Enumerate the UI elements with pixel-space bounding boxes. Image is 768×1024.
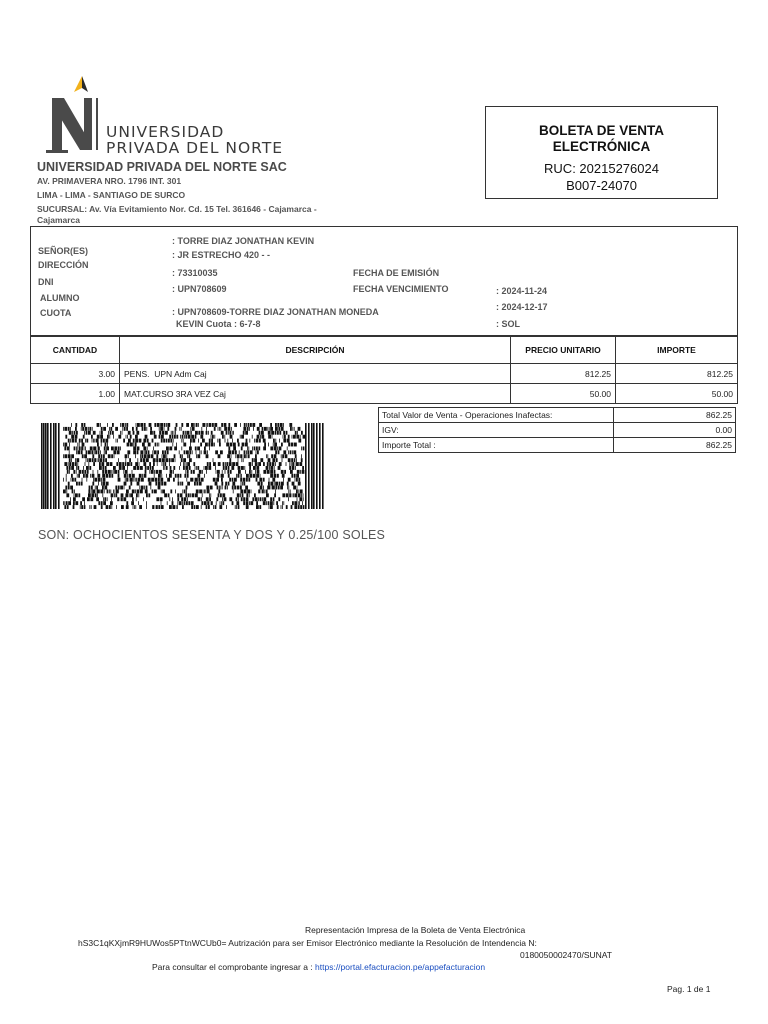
header-cantidad: CANTIDAD — [31, 337, 120, 364]
label-direccion: DIRECCIÓN — [38, 260, 89, 270]
document-number: B007-24070 — [566, 178, 637, 193]
amount-in-words: SON: OCHOCIENTOS SESENTA Y DOS Y 0.25/100 SOLES — [38, 528, 386, 542]
value-senor: : TORRE DIAZ JONATHAN KEVIN — [172, 236, 315, 246]
logo-text-line1: UNIVERSIDAD — [106, 123, 225, 141]
footer-consult — [152, 962, 485, 972]
footer-representation: Representación Impresa de la Boleta de Venta Electrónica — [305, 925, 526, 935]
cell-cantidad: 1.00 — [31, 384, 120, 404]
totals-value: 862.25 — [614, 438, 736, 453]
document-type-line1: BOLETA DE VENTA — [538, 123, 664, 138]
document-title-box — [485, 106, 718, 199]
portal-link[interactable]: https://portal.efacturacion.pe/appefacturacion — [315, 962, 486, 972]
company-branch-line1: SUCURSAL: Av. Vía Evitamiento Nor. Cd. 15 Tel. 361646 - Cajamarca - — [37, 204, 317, 214]
header-precio-unitario: PRECIO UNITARIO — [511, 337, 616, 364]
university-logo — [44, 76, 284, 157]
items-table — [30, 336, 738, 404]
items-header-row — [31, 337, 738, 364]
totals-row — [379, 438, 736, 453]
totals-label: IGV: — [379, 423, 614, 438]
value-alumno: : UPN708609 — [172, 284, 227, 294]
logo-text-line2: PRIVADA DEL NORTE — [106, 139, 284, 157]
header-descripcion: DESCRIPCIÓN — [120, 337, 511, 364]
totals-row — [379, 423, 736, 438]
value-cuota-line1: : UPN708609-TORRE DIAZ JONATHAN MONEDA — [172, 307, 379, 317]
value-fecha-emision: : 2024-11-24 — [496, 286, 548, 296]
cell-descripcion: MAT.CURSO 3RA VEZ Caj — [120, 384, 511, 404]
totals-table — [378, 407, 736, 453]
cell-precio: 50.00 — [511, 384, 616, 404]
footer-resolution: 0180050002470/SUNAT — [520, 950, 612, 960]
label-cuota: CUOTA — [40, 308, 72, 318]
footer-authorization: hS3C1qKXjmR9HUWos5PTtnWCUb0= Autrización para ser Emisor Electrónico mediante la Resolución de Intendencia N: — [78, 938, 537, 948]
document-ruc: RUC: 20215276024 — [544, 161, 659, 176]
label-fecha-vencimiento: FECHA VENCIMIENTO — [353, 284, 449, 294]
label-fecha-emision: FECHA DE EMISIÓN — [353, 268, 440, 278]
value-dni: : 73310035 — [172, 268, 218, 278]
totals-value: 862.25 — [614, 408, 736, 423]
cell-precio: 812.25 — [511, 364, 616, 384]
company-address: AV. PRIMAVERA NRO. 1796 INT. 301 — [37, 176, 182, 186]
totals-label: Importe Total : — [379, 438, 614, 453]
company-district: LIMA - LIMA - SANTIAGO DE SURCO — [37, 190, 186, 200]
cell-importe: 812.25 — [616, 364, 738, 384]
value-direccion: : JR ESTRECHO 420 - - — [172, 250, 271, 260]
cell-importe: 50.00 — [616, 384, 738, 404]
cell-cantidad: 3.00 — [31, 364, 120, 384]
header-importe: IMPORTE — [616, 337, 738, 364]
value-cuota-line2: KEVIN Cuota : 6-7-8 — [176, 319, 261, 329]
company-branch-line2: Cajamarca — [37, 215, 81, 225]
upn-n-mark-icon — [44, 76, 114, 156]
label-senor: SEÑOR(ES) — [38, 246, 89, 256]
value-fecha-vencimiento: : 2024-12-17 — [496, 302, 548, 312]
table-row — [31, 364, 738, 384]
totals-label: Total Valor de Venta - Operaciones Inafectas: — [379, 408, 614, 423]
cell-descripcion: PENS. UPN Adm Caj — [120, 364, 511, 384]
totals-value: 0.00 — [614, 423, 736, 438]
label-alumno: ALUMNO — [40, 293, 80, 303]
table-row — [31, 384, 738, 404]
value-moneda: : SOL — [496, 319, 520, 329]
footer-consult-text: Para consultar el comprobante ingresar a : — [152, 962, 313, 972]
pdf417-barcode-icon — [41, 423, 324, 509]
label-dni: DNI — [38, 277, 54, 287]
company-name: UNIVERSIDAD PRIVADA DEL NORTE SAC — [37, 160, 287, 174]
client-info-box — [30, 226, 738, 336]
totals-row — [379, 408, 736, 423]
document-type-line2: ELECTRÓNICA — [552, 139, 651, 154]
page-number: Pag. 1 de 1 — [667, 984, 711, 994]
